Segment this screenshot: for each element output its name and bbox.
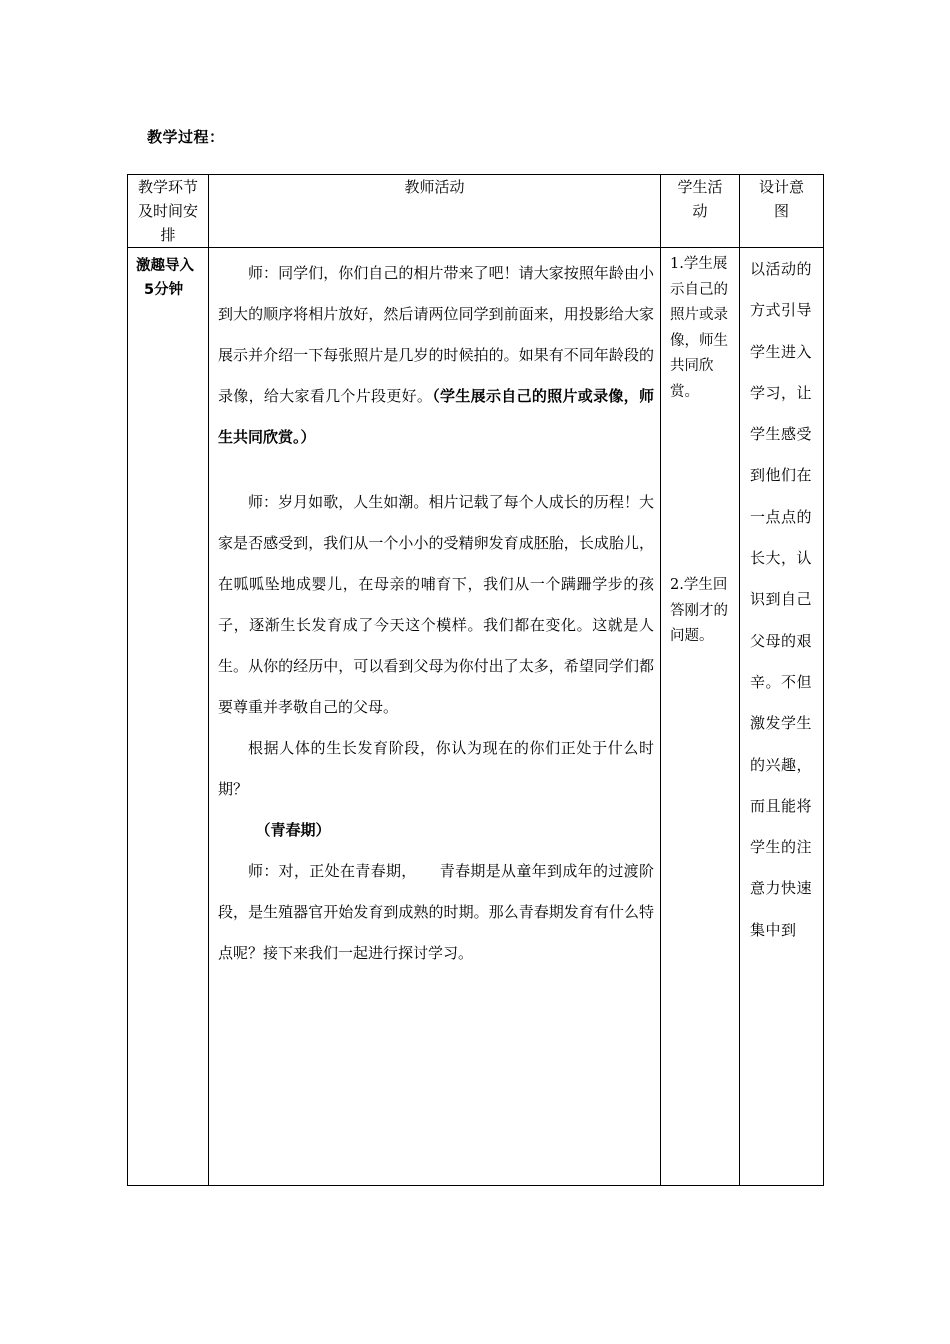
design-intent-text: 以活动的方式引导学生进入学习，让学生感受到他们在一点点的长大，认识到自己父母的艰辛。不但激发学生的兴趣，而且能将学生的注意力快速集中到: [750, 260, 813, 939]
lesson-process-table: [127, 174, 824, 1186]
header-design-intent: 设计意图: [740, 175, 824, 248]
table-row: [128, 248, 824, 1186]
teacher-paragraph-3: 根据人体的生长发育阶段，你认为现在的你们正处于什么时期？: [218, 739, 654, 798]
design-intent-cell: [740, 248, 824, 1186]
teacher-paragraph-answer: （青春期）: [255, 821, 331, 839]
stage-name: 激趣导入: [136, 258, 194, 274]
stage-time: 5分钟: [144, 282, 184, 298]
teacher-activity-cell: [209, 248, 661, 1186]
teacher-paragraph-2: 师：岁月如歌，人生如潮。相片记载了每个人成长的历程！大家是否感受到，我们从一个小小的受精卵发育成胚胎，长成胎儿，在呱呱坠地成婴儿，在母亲的哺育下，我们从一个蹒跚学步的孩子，逐渐生长发育成了今天这个模样。我们都在变化。这就是人生。从你的经历中，可以看到父母为你付出了太多，希望同学们都要尊重并孝敬自己的父母。: [218, 493, 654, 716]
header-teacher-activity: 教师活动: [209, 175, 661, 248]
teacher-paragraph-1-text: 师：同学们，你们自己的相片带来了吧！请大家按照年龄由小到大的顺序将相片放好，然后请两位同学到前面来，用投影给大家展示并介绍一下每张照片是几岁的时候拍的。如果有不同年龄段的录像，给大家看几个片段更好。: [218, 264, 654, 405]
table-header-row: [128, 175, 824, 248]
paragraph-spacer: [218, 458, 654, 482]
teacher-paragraph-5: 师：对，正处在青春期， 青春期是从童年到成年的过渡阶段，是生殖器官开始发育到成熟的时期。那么青春期发育有什么特点呢？接下来我们一起进行探讨学习。: [218, 862, 654, 962]
teacher-paragraph-1: [218, 253, 654, 458]
teacher-paragraph-1-bold: （学生展示自己的照片或录像，师生共同欣赏。）: [218, 387, 654, 446]
stage-cell: [128, 248, 209, 1186]
student-activity-1: 1.学生展示自己的照片或录像，师生共同欣赏。: [670, 256, 728, 400]
header-stage: 教学环节及时间安排: [128, 175, 209, 248]
student-activity-cell: [661, 248, 740, 1186]
header-student-activity: 学生活动: [661, 175, 740, 248]
section-title: 教学过程：: [147, 128, 225, 146]
student-activity-2: 2.学生回答刚才的问题。: [670, 577, 728, 644]
